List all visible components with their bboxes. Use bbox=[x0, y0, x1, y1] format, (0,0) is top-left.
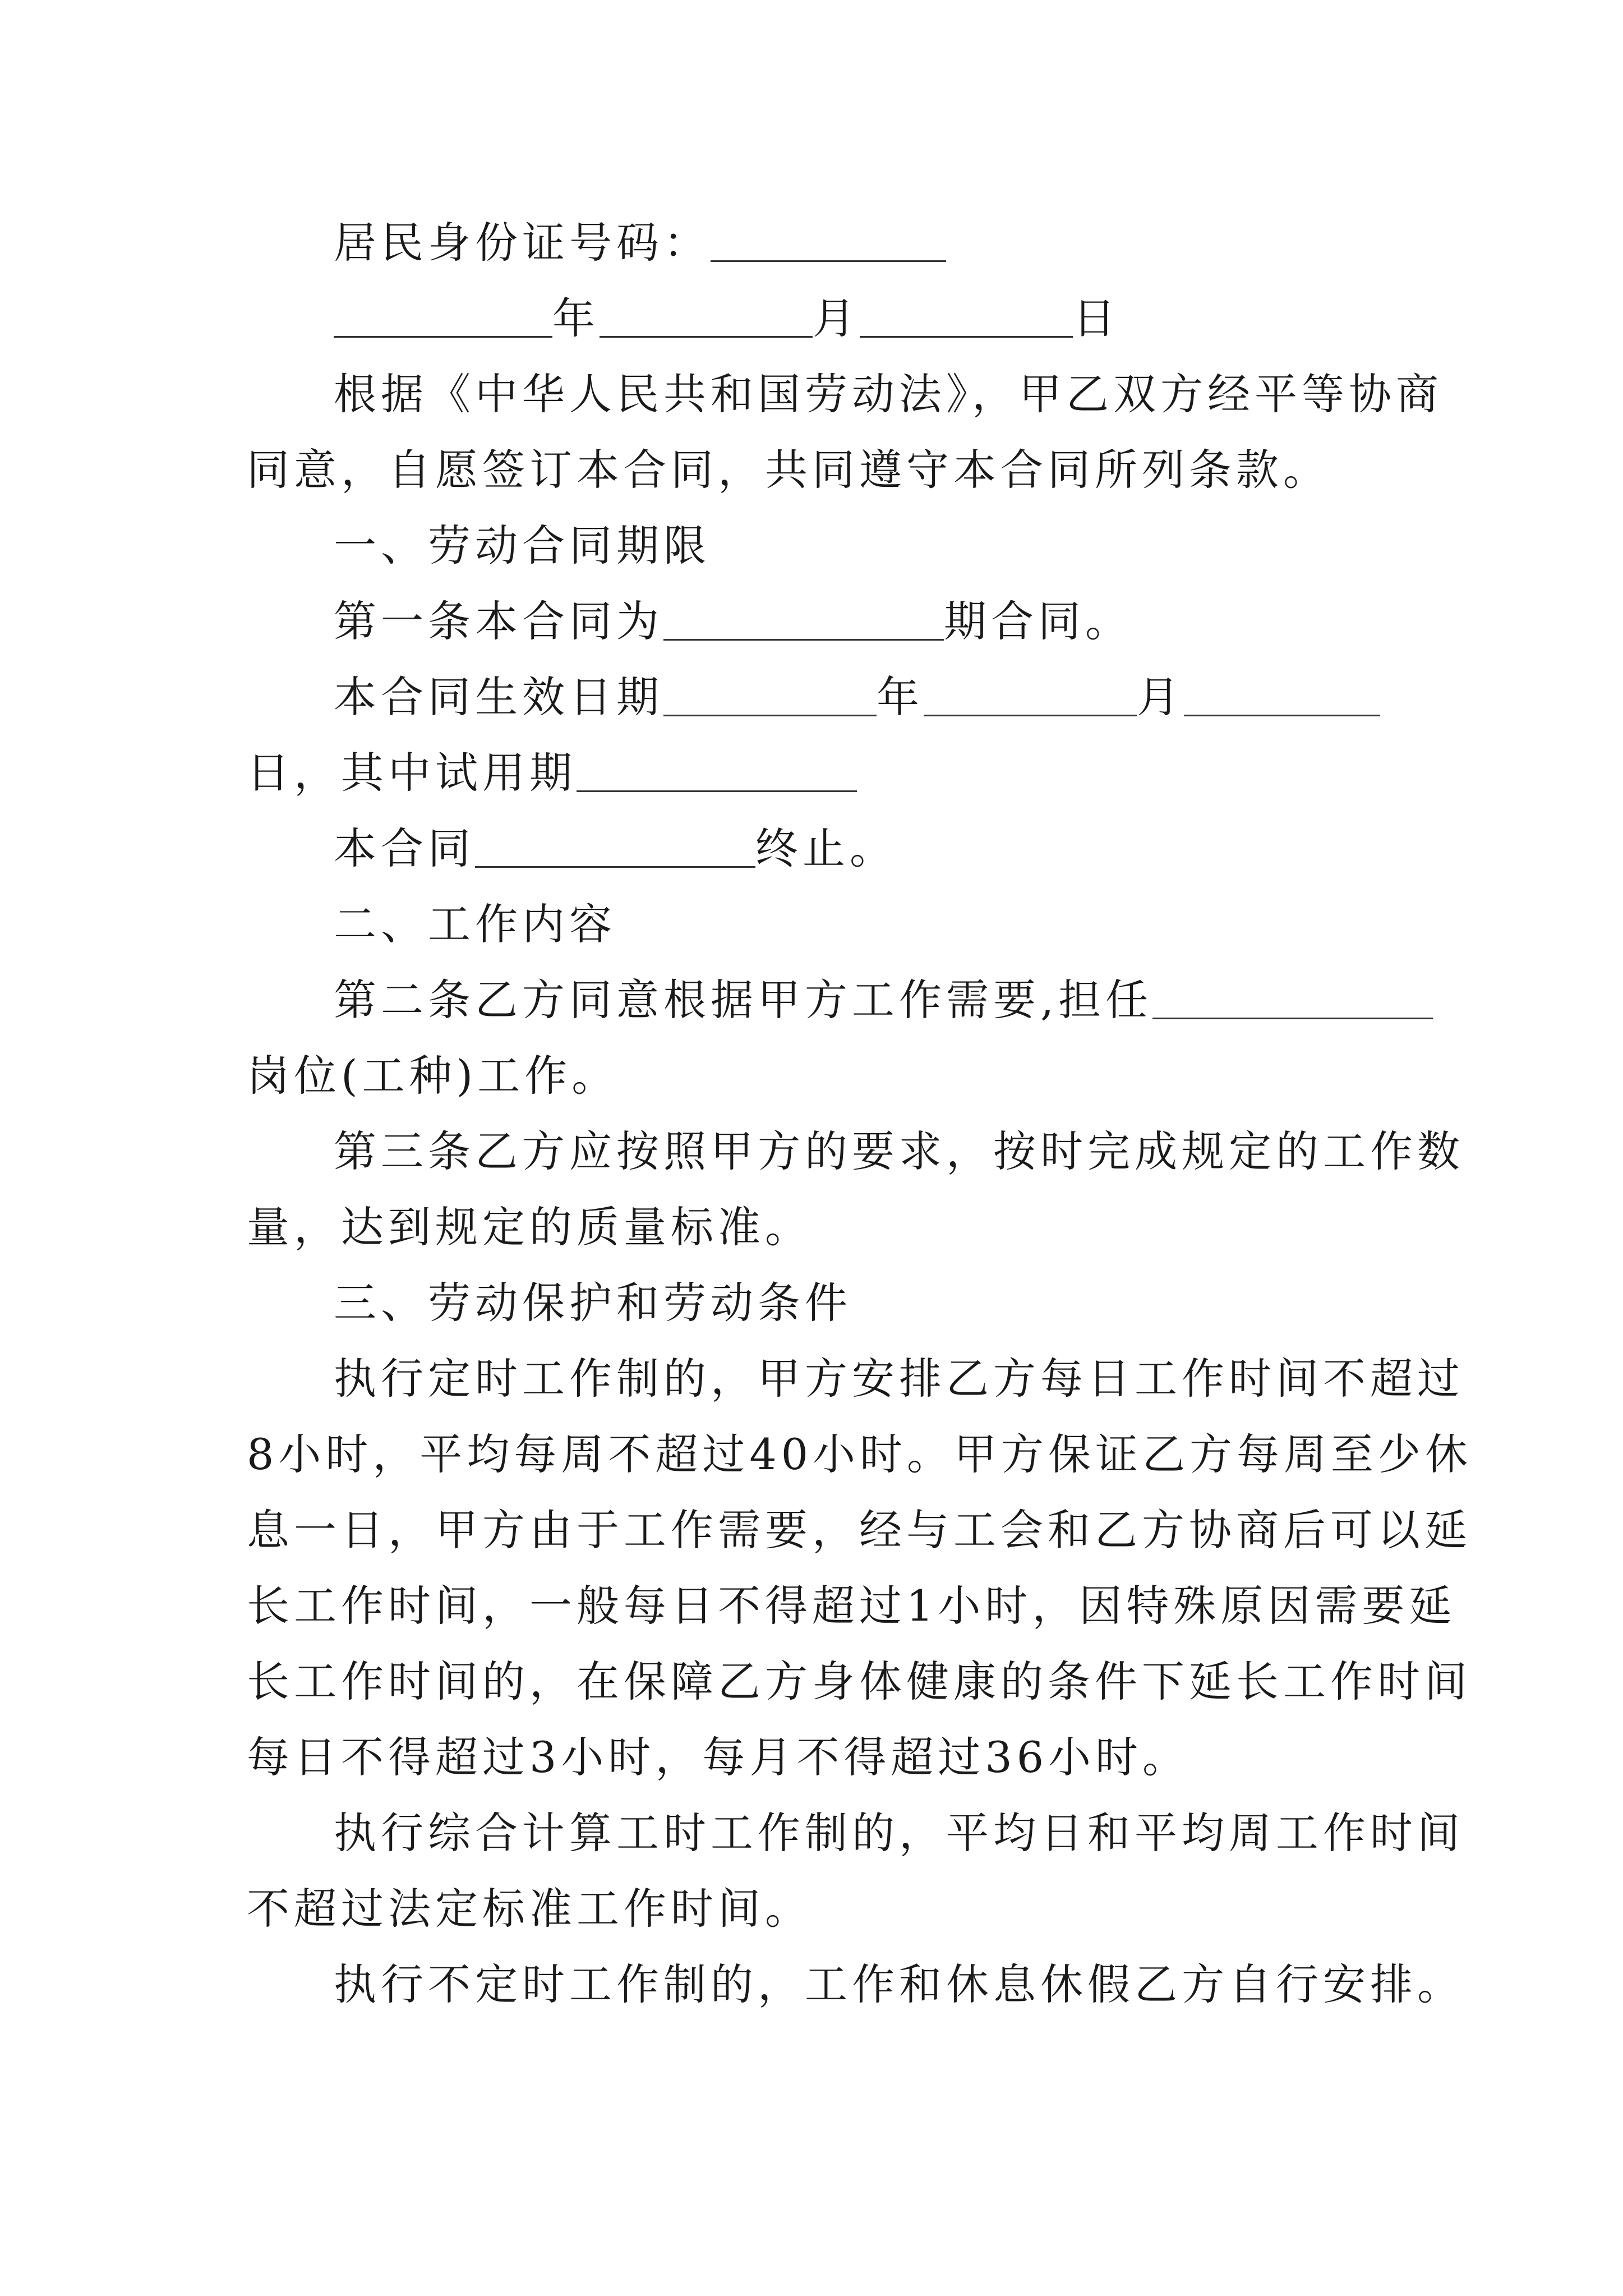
paragraph-line: 息一日，甲方由于工作需要，经与工会和乙方协商后可以延 bbox=[247, 1505, 1472, 1555]
termination-label: 本合同 bbox=[334, 823, 475, 873]
article-1-suffix: 期合同。 bbox=[944, 596, 1132, 646]
paragraph-line: 每日不得超过3小时，每月不得超过36小时。 bbox=[247, 1732, 1190, 1782]
day-label: 日 bbox=[1073, 293, 1120, 343]
contract-term-blank bbox=[663, 594, 944, 641]
paragraph-line: 根据《中华人民共和国劳动法》，甲乙双方经平等协商 bbox=[334, 369, 1443, 419]
position-blank bbox=[1152, 973, 1433, 1019]
paragraph-line: 同意，自愿签订本合同，共同遵守本合同所列条款。 bbox=[247, 445, 1330, 495]
effective-year-label: 年 bbox=[877, 672, 924, 722]
id-number-blank bbox=[711, 215, 946, 262]
article-1-line bbox=[334, 583, 1500, 659]
section-heading: 一、劳动合同期限 bbox=[334, 521, 711, 570]
paragraph-line: 岗位(工种)工作。 bbox=[247, 1051, 619, 1101]
effective-date-line bbox=[334, 659, 1500, 735]
effective-month-label: 月 bbox=[1137, 672, 1184, 722]
effective-day-blank bbox=[1184, 670, 1380, 716]
probation-blank bbox=[577, 746, 857, 792]
probation-label: 日，其中试用期 bbox=[247, 748, 577, 798]
paragraph-line: 执行不定时工作制的，工作和休息休假乙方自行安排。 bbox=[334, 1959, 1464, 2009]
paragraph-line: 第三条乙方应按照甲方的要求，按时完成规定的工作数 bbox=[334, 1126, 1464, 1176]
id-number-line bbox=[334, 205, 1500, 280]
paragraph-line: 长工作时间，一般每日不得超过1小时，因特殊原因需要延 bbox=[247, 1581, 1456, 1631]
termination-blank bbox=[475, 821, 755, 868]
effective-month-blank bbox=[924, 670, 1137, 716]
month-blank bbox=[600, 291, 813, 338]
id-number-label: 居民身份证号码： bbox=[334, 218, 711, 268]
section-heading: 二、工作内容 bbox=[334, 899, 616, 949]
section-heading: 三、劳动保护和劳动条件 bbox=[334, 1278, 852, 1328]
paragraph-line: 不超过法定标准工作时间。 bbox=[247, 1884, 812, 1934]
effective-year-blank bbox=[663, 670, 877, 716]
paragraph-line: 执行定时工作制的，甲方安排乙方每日工作时间不超过 bbox=[334, 1354, 1464, 1404]
article-2-line bbox=[334, 962, 1500, 1038]
termination-line bbox=[334, 811, 1500, 886]
month-label: 月 bbox=[813, 293, 860, 343]
year-blank bbox=[334, 291, 552, 338]
date-line bbox=[334, 280, 1500, 356]
article-1-text: 第一条本合同为 bbox=[334, 596, 663, 646]
paragraph-line: 长工作时间的，在保障乙方身体健康的条件下延长工作时间 bbox=[247, 1657, 1472, 1706]
year-label: 年 bbox=[552, 293, 600, 343]
termination-suffix: 终止。 bbox=[755, 823, 897, 873]
article-2-text: 第二条乙方同意根据甲方工作需要,担任 bbox=[334, 975, 1153, 1025]
paragraph-line: 8小时，平均每周不超过40小时。甲方保证乙方每周至少休 bbox=[247, 1429, 1473, 1479]
paragraph-line: 执行综合计算工时工作制的，平均日和平均周工作时间 bbox=[334, 1808, 1464, 1858]
paragraph-line: 量，达到规定的质量标准。 bbox=[247, 1202, 812, 1252]
day-blank bbox=[860, 291, 1073, 338]
probation-line bbox=[247, 735, 1413, 811]
effective-date-label: 本合同生效日期 bbox=[334, 672, 663, 722]
